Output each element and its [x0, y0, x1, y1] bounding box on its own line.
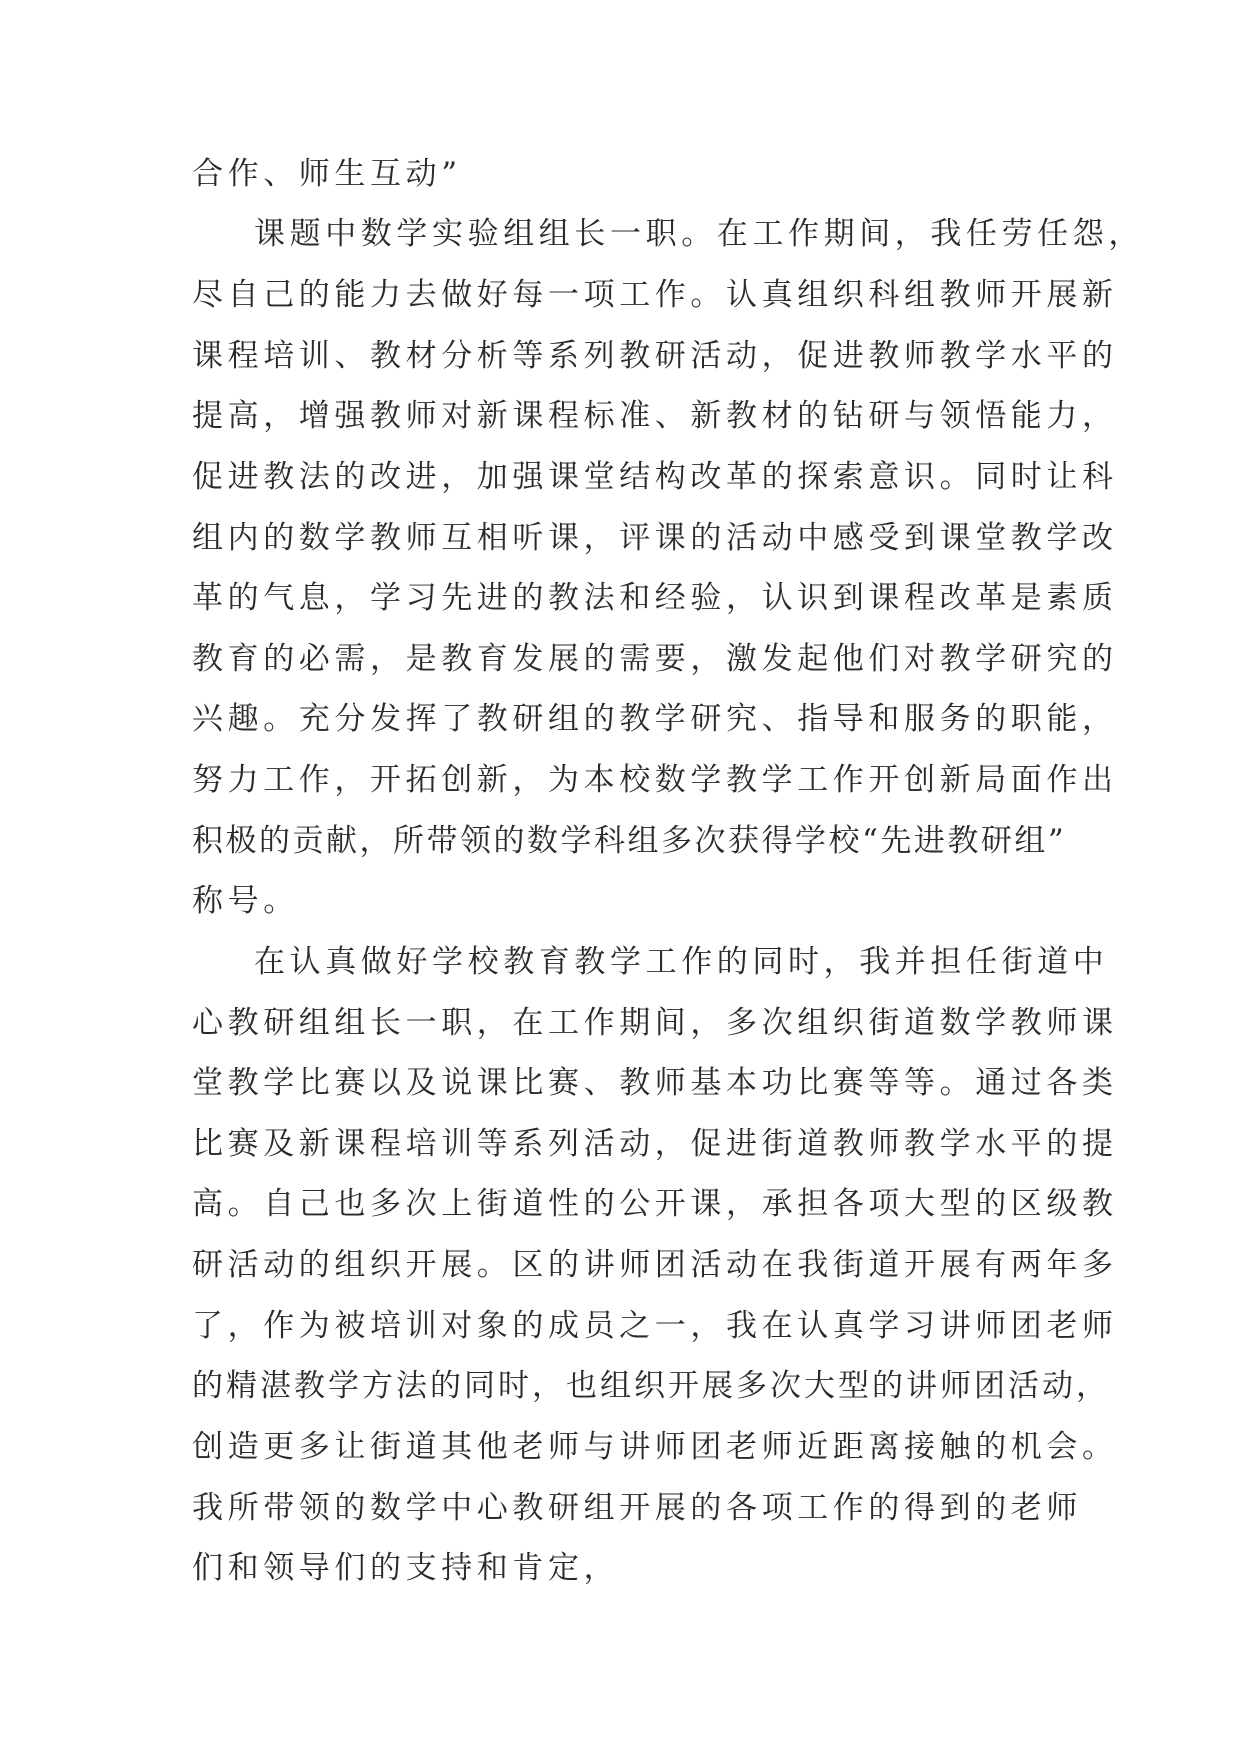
text-line: 兴趣。充分发挥了教研组的教学研究、指导和服务的职能，: [192, 701, 1118, 737]
text-line: 提高，增强教师对新课程标准、新教材的钻研与领悟能力，: [192, 398, 1118, 434]
text-line: 的精湛教学方法的同时，也组织开展多次大型的讲师团活动，: [192, 1368, 1110, 1404]
text-line: 创造更多让街道其他老师与讲师团老师近距离接触的机会。: [192, 1429, 1118, 1465]
text-line: 合作、师生互动”: [192, 156, 462, 192]
text-line: 研活动的组织开展。区的讲师团活动在我街道开展有两年多: [192, 1247, 1118, 1283]
text-line: 促进教法的改进，加强课堂结构改革的探索意识。同时让科: [192, 459, 1118, 495]
text-line: 尽自己的能力去做好每一项工作。认真组织科组教师开展新: [192, 277, 1118, 313]
text-line: 高。自己也多次上街道性的公开课，承担各项大型的区级教: [192, 1186, 1118, 1222]
text-line: 们和领导们的支持和肯定，: [192, 1550, 620, 1586]
text-line: 课程培训、教材分析等系列教研活动，促进教师教学水平的: [192, 338, 1118, 374]
paragraph-start-line: 课题中数学实验组组长一职。在工作期间，我任劳任怨，: [254, 216, 1144, 252]
text-line: 比赛及新课程培训等系列活动，促进街道教师教学水平的提: [192, 1126, 1118, 1162]
text-line: 革的气息，学习先进的教法和经验，认识到课程改革是素质: [192, 580, 1118, 616]
text-line: 称号。: [192, 883, 299, 919]
text-line: 组内的数学教师互相听课，评课的活动中感受到课堂教学改: [192, 520, 1118, 556]
paragraph-start-line: 在认真做好学校教育教学工作的同时，我并担任街道中: [254, 944, 1109, 980]
text-line: 努力工作，开拓创新，为本校数学教学工作开创新局面作出: [192, 762, 1118, 798]
text-line: 心教研组组长一职，在工作期间，多次组织街道数学教师课: [192, 1005, 1118, 1041]
text-line: 了，作为被培训对象的成员之一，我在认真学习讲师团老师: [192, 1308, 1118, 1344]
text-line: 教育的必需，是教育发展的需要，激发起他们对教学研究的: [192, 641, 1118, 677]
text-line: 积极的贡献，所带领的数学科组多次获得学校“先进教研组”: [192, 823, 1067, 859]
text-line: 我所带领的数学中心教研组开展的各项工作的得到的老师: [192, 1490, 1082, 1526]
text-line: 堂教学比赛以及说课比赛、教师基本功比赛等等。通过各类: [192, 1065, 1118, 1101]
